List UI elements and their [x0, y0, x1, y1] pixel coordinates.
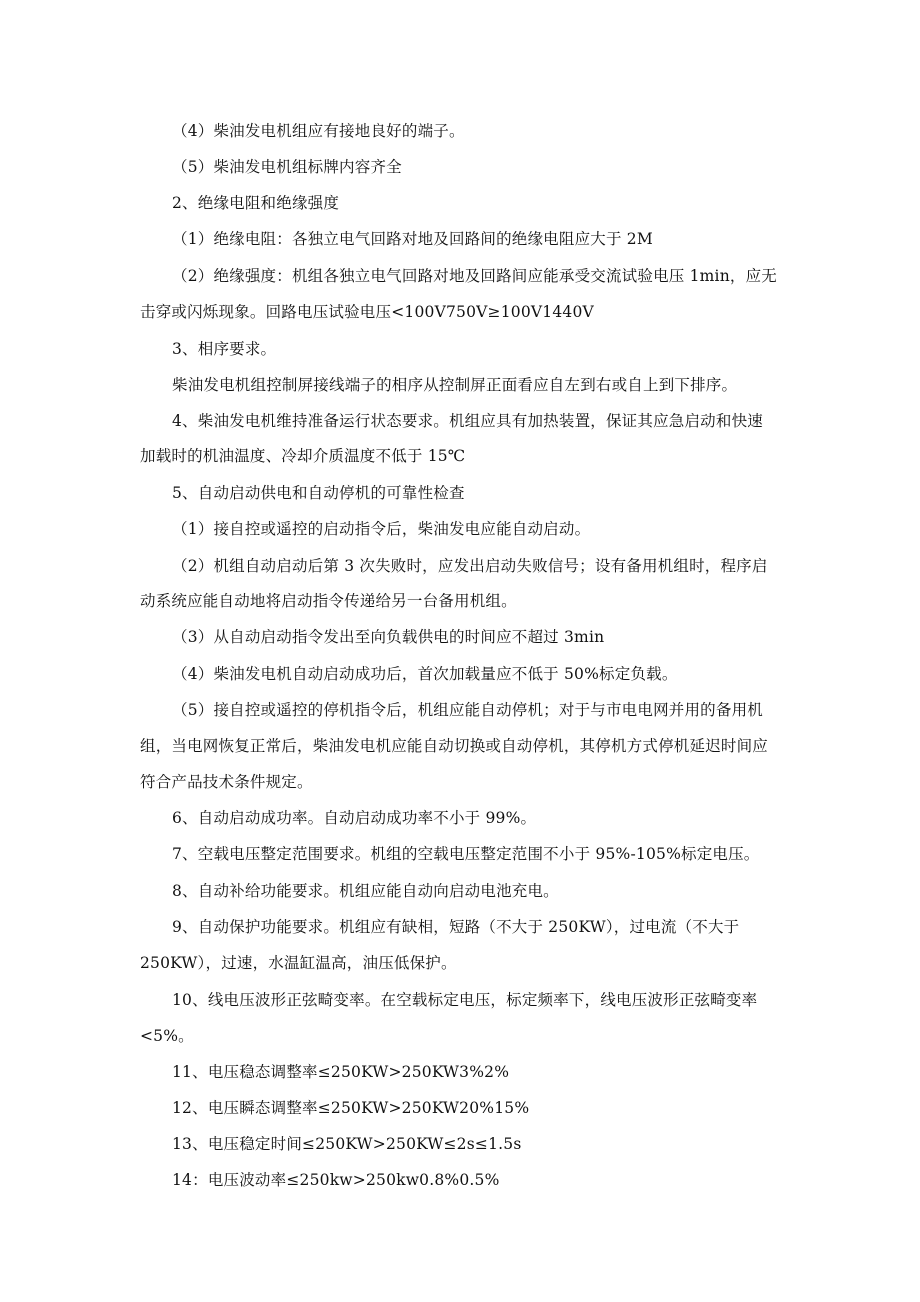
text-line: 击穿或闪烁现象。回路电压试验电压<100V750V≥100V1440V — [140, 303, 594, 321]
text-line: 柴油发电机组控制屏接线端子的相序从控制屏正面看应自左到右或自上到下排序。 — [172, 376, 738, 394]
section-heading: 10、线电压波形正弦畸变率。在空载标定电压，标定频率下，线电压波形正弦畸变率 — [172, 991, 758, 1009]
text-line: （5）接自控或遥控的停机指令后，机组应能自动停机；对于与市电电网并用的备用机 — [172, 701, 763, 719]
section-heading: 6、自动启动成功率。自动启动成功率不小于 99%。 — [172, 809, 537, 827]
section-heading: 5、自动启动供电和自动停机的可靠性检查 — [172, 484, 465, 502]
text-line: 250KW），过速，水温缸温高，油压低保护。 — [140, 954, 457, 972]
section-heading: 14：电压波动率≤250kw>250kw0.8%0.5% — [172, 1171, 500, 1189]
section-heading: 9、自动保护功能要求。机组应有缺相，短路（不大于 250KW），过电流（不大于 — [172, 918, 740, 936]
section-heading: 11、电压稳态调整率≤250KW>250KW3%2% — [172, 1063, 510, 1081]
section-heading: 3、相序要求。 — [172, 340, 277, 358]
section-heading: 8、自动补给功能要求。机组应能自动向启动电池充电。 — [172, 882, 559, 900]
text-line: （4）柴油发电机组应有接地良好的端子。 — [172, 122, 465, 140]
text-line: 组，当电网恢复正常后，柴油发电机应能自动切换或自动停机，其停机方式停机延迟时间应 — [140, 737, 769, 755]
section-heading: 7、空载电压整定范围要求。机组的空载电压整定范围不小于 95%-105%标定电压。 — [172, 845, 760, 863]
text-line: （3）从自动启动指令发出至向负载供电的时间应不超过 3min — [172, 628, 605, 646]
text-line: <5%。 — [140, 1027, 194, 1045]
text-line: （2）机组自动启动后第 3 次失败时，应发出启动失败信号；设有备用机组时，程序启 — [172, 557, 768, 575]
section-heading: 12、电压瞬态调整率≤250KW>250KW20%15% — [172, 1099, 530, 1117]
section-heading: 13、电压稳定时间≤250KW>250KW≤2s≤1.5s — [172, 1135, 522, 1153]
text-line: （4）柴油发电机自动启动成功后，首次加载量应不低于 50%标定负载。 — [172, 665, 678, 683]
text-line: （2）绝缘强度：机组各独立电气回路对地及回路间应能承受交流试验电压 1min，应无 — [172, 267, 777, 285]
text-line: （1）绝缘电阻：各独立电气回路对地及回路间的绝缘电阻应大于 2M — [172, 230, 653, 248]
text-line: 符合产品技术条件规定。 — [140, 773, 313, 791]
section-heading: 4、柴油发电机维持准备运行状态要求。机组应具有加热装置，保证其应急启动和快速 — [172, 412, 763, 430]
text-line: 动系统应能自动地将启动指令传递给另一台备用机组。 — [140, 592, 517, 610]
text-line: 加载时的机油温度、冷却介质温度不低于 15℃ — [140, 447, 466, 465]
section-heading: 2、绝缘电阻和绝缘强度 — [172, 194, 340, 212]
text-line: （5）柴油发电机组标牌内容齐全 — [172, 158, 402, 176]
text-line: （1）接自控或遥控的启动指令后，柴油发电应能自动启动。 — [172, 520, 591, 538]
